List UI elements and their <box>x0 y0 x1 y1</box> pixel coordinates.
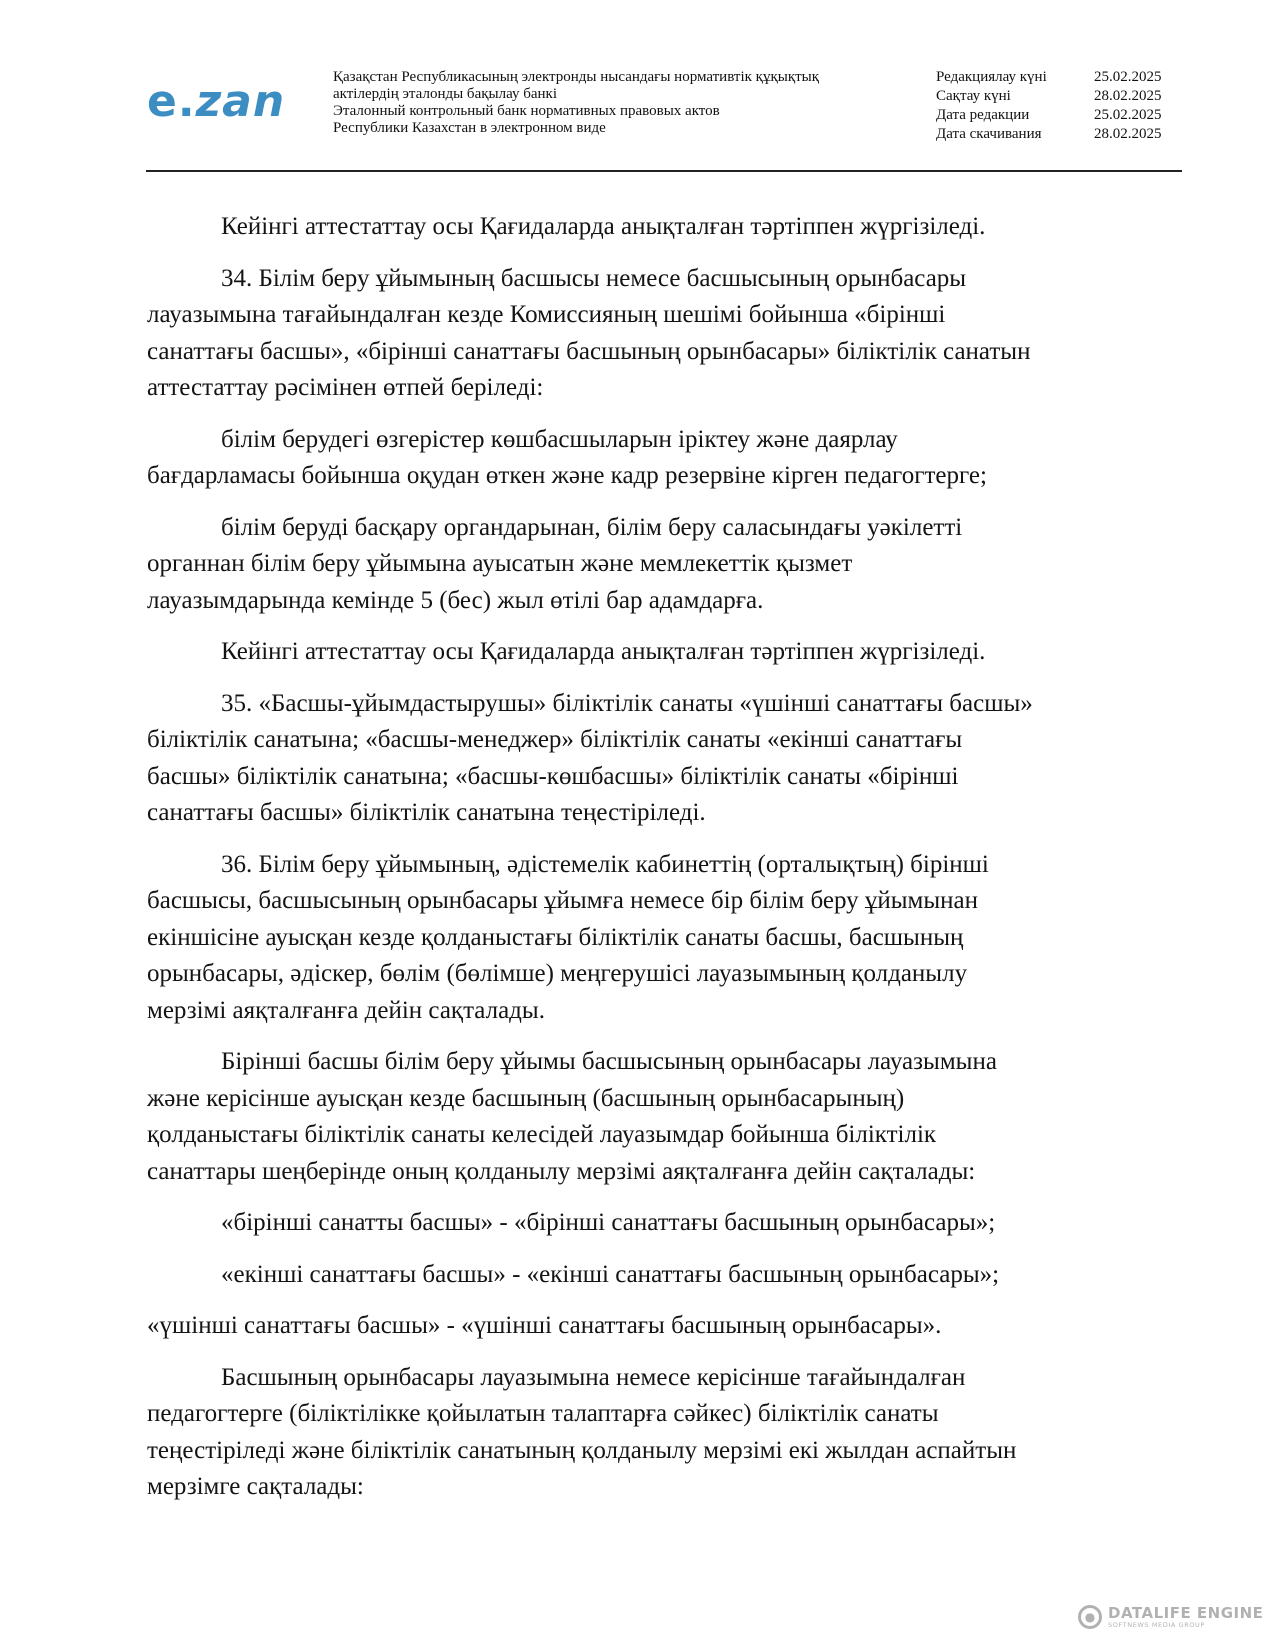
org-line: Республики Казахстан в электронном виде <box>333 120 606 136</box>
paragraph <box>147 686 1182 832</box>
paragraph-line: бағдарламасы бойынша оқудан өткен және кадр резервіне кірген педагогтерге; <box>147 462 987 489</box>
paragraph <box>147 1257 1182 1294</box>
paragraph-line: Кейінгі аттестаттау осы Қағидаларда анықталған тәртіппен жүргізіледі. <box>221 638 986 665</box>
document-metadata <box>936 68 1162 144</box>
header-divider <box>146 170 1182 172</box>
paragraph-line: мерзімге сақталады: <box>147 1473 364 1500</box>
paragraph-line: теңестіріледі және біліктілік санатының қолданылу мерзімі екі жылдан аспайтын <box>147 1436 1017 1464</box>
paragraph-line: 36. Білім беру ұйымының, әдістемелік кабинеттің (орталықтың) бірінші <box>221 850 989 878</box>
paragraph-line: білім берудегі өзгерістер көшбасшыларын іріктеу және даярлау <box>221 425 898 453</box>
meta-label: Дата скачивания <box>936 126 1042 142</box>
paragraph-line: білім беруді басқару органдарынан, білім беру саласындағы уәкілетті <box>221 513 963 541</box>
paragraph <box>147 422 1182 495</box>
org-line: Эталонный контрольный банк нормативных правовых актов <box>333 103 720 119</box>
ezan-logo <box>147 76 285 126</box>
paragraph-line: біліктілік санатына; «басшы-менеджер» біліктілік санаты «екінші санаттағы <box>147 726 963 753</box>
meta-value: 25.02.2025 <box>1094 69 1162 85</box>
paragraph <box>147 209 1182 246</box>
paragraph <box>147 847 1182 1030</box>
paragraph-line: екіншісіне ауысқан кезде қолданыстағы біліктілік санаты басшы, басшының <box>147 923 964 951</box>
paragraph-line: басшы» біліктілік санатына; «басшы-көшбасшы» біліктілік санаты «бірінші <box>147 762 959 790</box>
org-line: Қазақстан Республикасының электронды нысандағы нормативтік құқықтық <box>333 69 820 85</box>
paragraph-line: 34. Білім беру ұйымының басшысы немесе басшысының орынбасары <box>221 264 967 292</box>
paragraph-line: Басшының орынбасары лауазымына немесе керісінше тағайындалған <box>221 1363 966 1391</box>
paragraph-line: мерзімі аяқталғанға дейін сақталады. <box>147 996 545 1024</box>
meta-value: 28.02.2025 <box>1094 126 1162 142</box>
paragraph-line: басшысы, басшысының орынбасары ұйымға немесе бір білім беру ұйымынан <box>147 887 979 914</box>
document-body <box>147 209 1182 1521</box>
paragraph <box>147 1308 1182 1345</box>
paragraph-line: педагогтерге (біліктілікке қойылатын талаптарға сәйкес) біліктілік санаты <box>147 1400 939 1427</box>
paragraph-line: аттестаттау рәсімінен өтпей беріледі: <box>147 374 544 401</box>
meta-row <box>936 125 1162 144</box>
paragraph <box>147 634 1182 671</box>
paragraph-line: лауазымдарында кемінде 5 (бес) жыл өтілі бар адамдарға. <box>147 586 764 614</box>
paragraph <box>147 510 1182 620</box>
paragraph <box>147 1205 1182 1242</box>
paragraph-line: санаттағы басшы» біліктілік санатына теңестіріледі. <box>147 799 706 826</box>
meta-row <box>936 106 1162 125</box>
paragraph-line: органнан білім беру ұйымына ауысатын және мемлекеттік қызмет <box>147 550 853 577</box>
watermark <box>1078 1605 1263 1629</box>
paragraph-line: «үшінші санаттағы басшы» - «үшінші санаттағы басшының орынбасары». <box>147 1312 942 1339</box>
paragraph-line: лауазымына тағайындалған кезде Комиссияның шешімі бойынша «бірінші <box>147 301 946 328</box>
paragraph-line: Кейінгі аттестаттау осы Қағидаларда анықталған тәртіппен жүргізіледі. <box>221 213 986 240</box>
meta-label: Редакциялау күні <box>936 69 1047 85</box>
watermark-subtitle: SOFTNEWS MEDIA GROUP <box>1108 1621 1205 1629</box>
meta-row <box>936 68 1162 87</box>
paragraph-line: «екінші санаттағы басшы» - «екінші санаттағы басшының орынбасары»; <box>221 1260 1000 1288</box>
paragraph-line: орынбасары, әдіскер, бөлім (бөлімше) меңгерушісі лауазымының қолданылу <box>147 960 968 987</box>
meta-value: 25.02.2025 <box>1094 107 1162 123</box>
meta-row <box>936 87 1162 106</box>
paragraph-line: санаттары шеңберінде оның қолданылу мерзімі аяқталғанға дейін сақталады: <box>147 1157 976 1185</box>
logo-part-e: e. <box>147 76 196 127</box>
paragraph-line: «бірінші санатты басшы» - «бірінші санаттағы басшының орынбасары»; <box>221 1209 996 1236</box>
organization-title <box>333 69 893 137</box>
paragraph <box>147 261 1182 407</box>
meta-label: Дата редакции <box>936 107 1030 123</box>
paragraph-line: және керісінше ауысқан кезде басшының (басшының орынбасарының) <box>147 1084 905 1112</box>
paragraph-line: 35. «Басшы-ұйымдастырушы» біліктілік санаты «үшінші санаттағы басшы» <box>221 689 1033 717</box>
paragraph-line: Бірінші басшы білім беру ұйымы басшысының орынбасары лауазымына <box>221 1048 997 1075</box>
watermark-title: DATALIFE ENGINE <box>1108 1604 1264 1622</box>
meta-label: Сақтау күні <box>936 88 1011 104</box>
paragraph <box>147 1044 1182 1190</box>
paragraph-line: санаттағы басшы», «бірінші санаттағы басшының орынбасары» біліктілік санатын <box>147 337 1031 365</box>
org-line: актілердің эталонды бақылау банкі <box>333 86 557 102</box>
meta-value: 28.02.2025 <box>1094 88 1162 104</box>
logo-part-zan: zan <box>195 76 286 127</box>
paragraph-line: қолданыстағы біліктілік санаты келесідей лауазымдар бойынша біліктілік <box>147 1121 937 1148</box>
paragraph <box>147 1360 1182 1506</box>
watermark-logo-icon: ● <box>1078 1605 1102 1629</box>
